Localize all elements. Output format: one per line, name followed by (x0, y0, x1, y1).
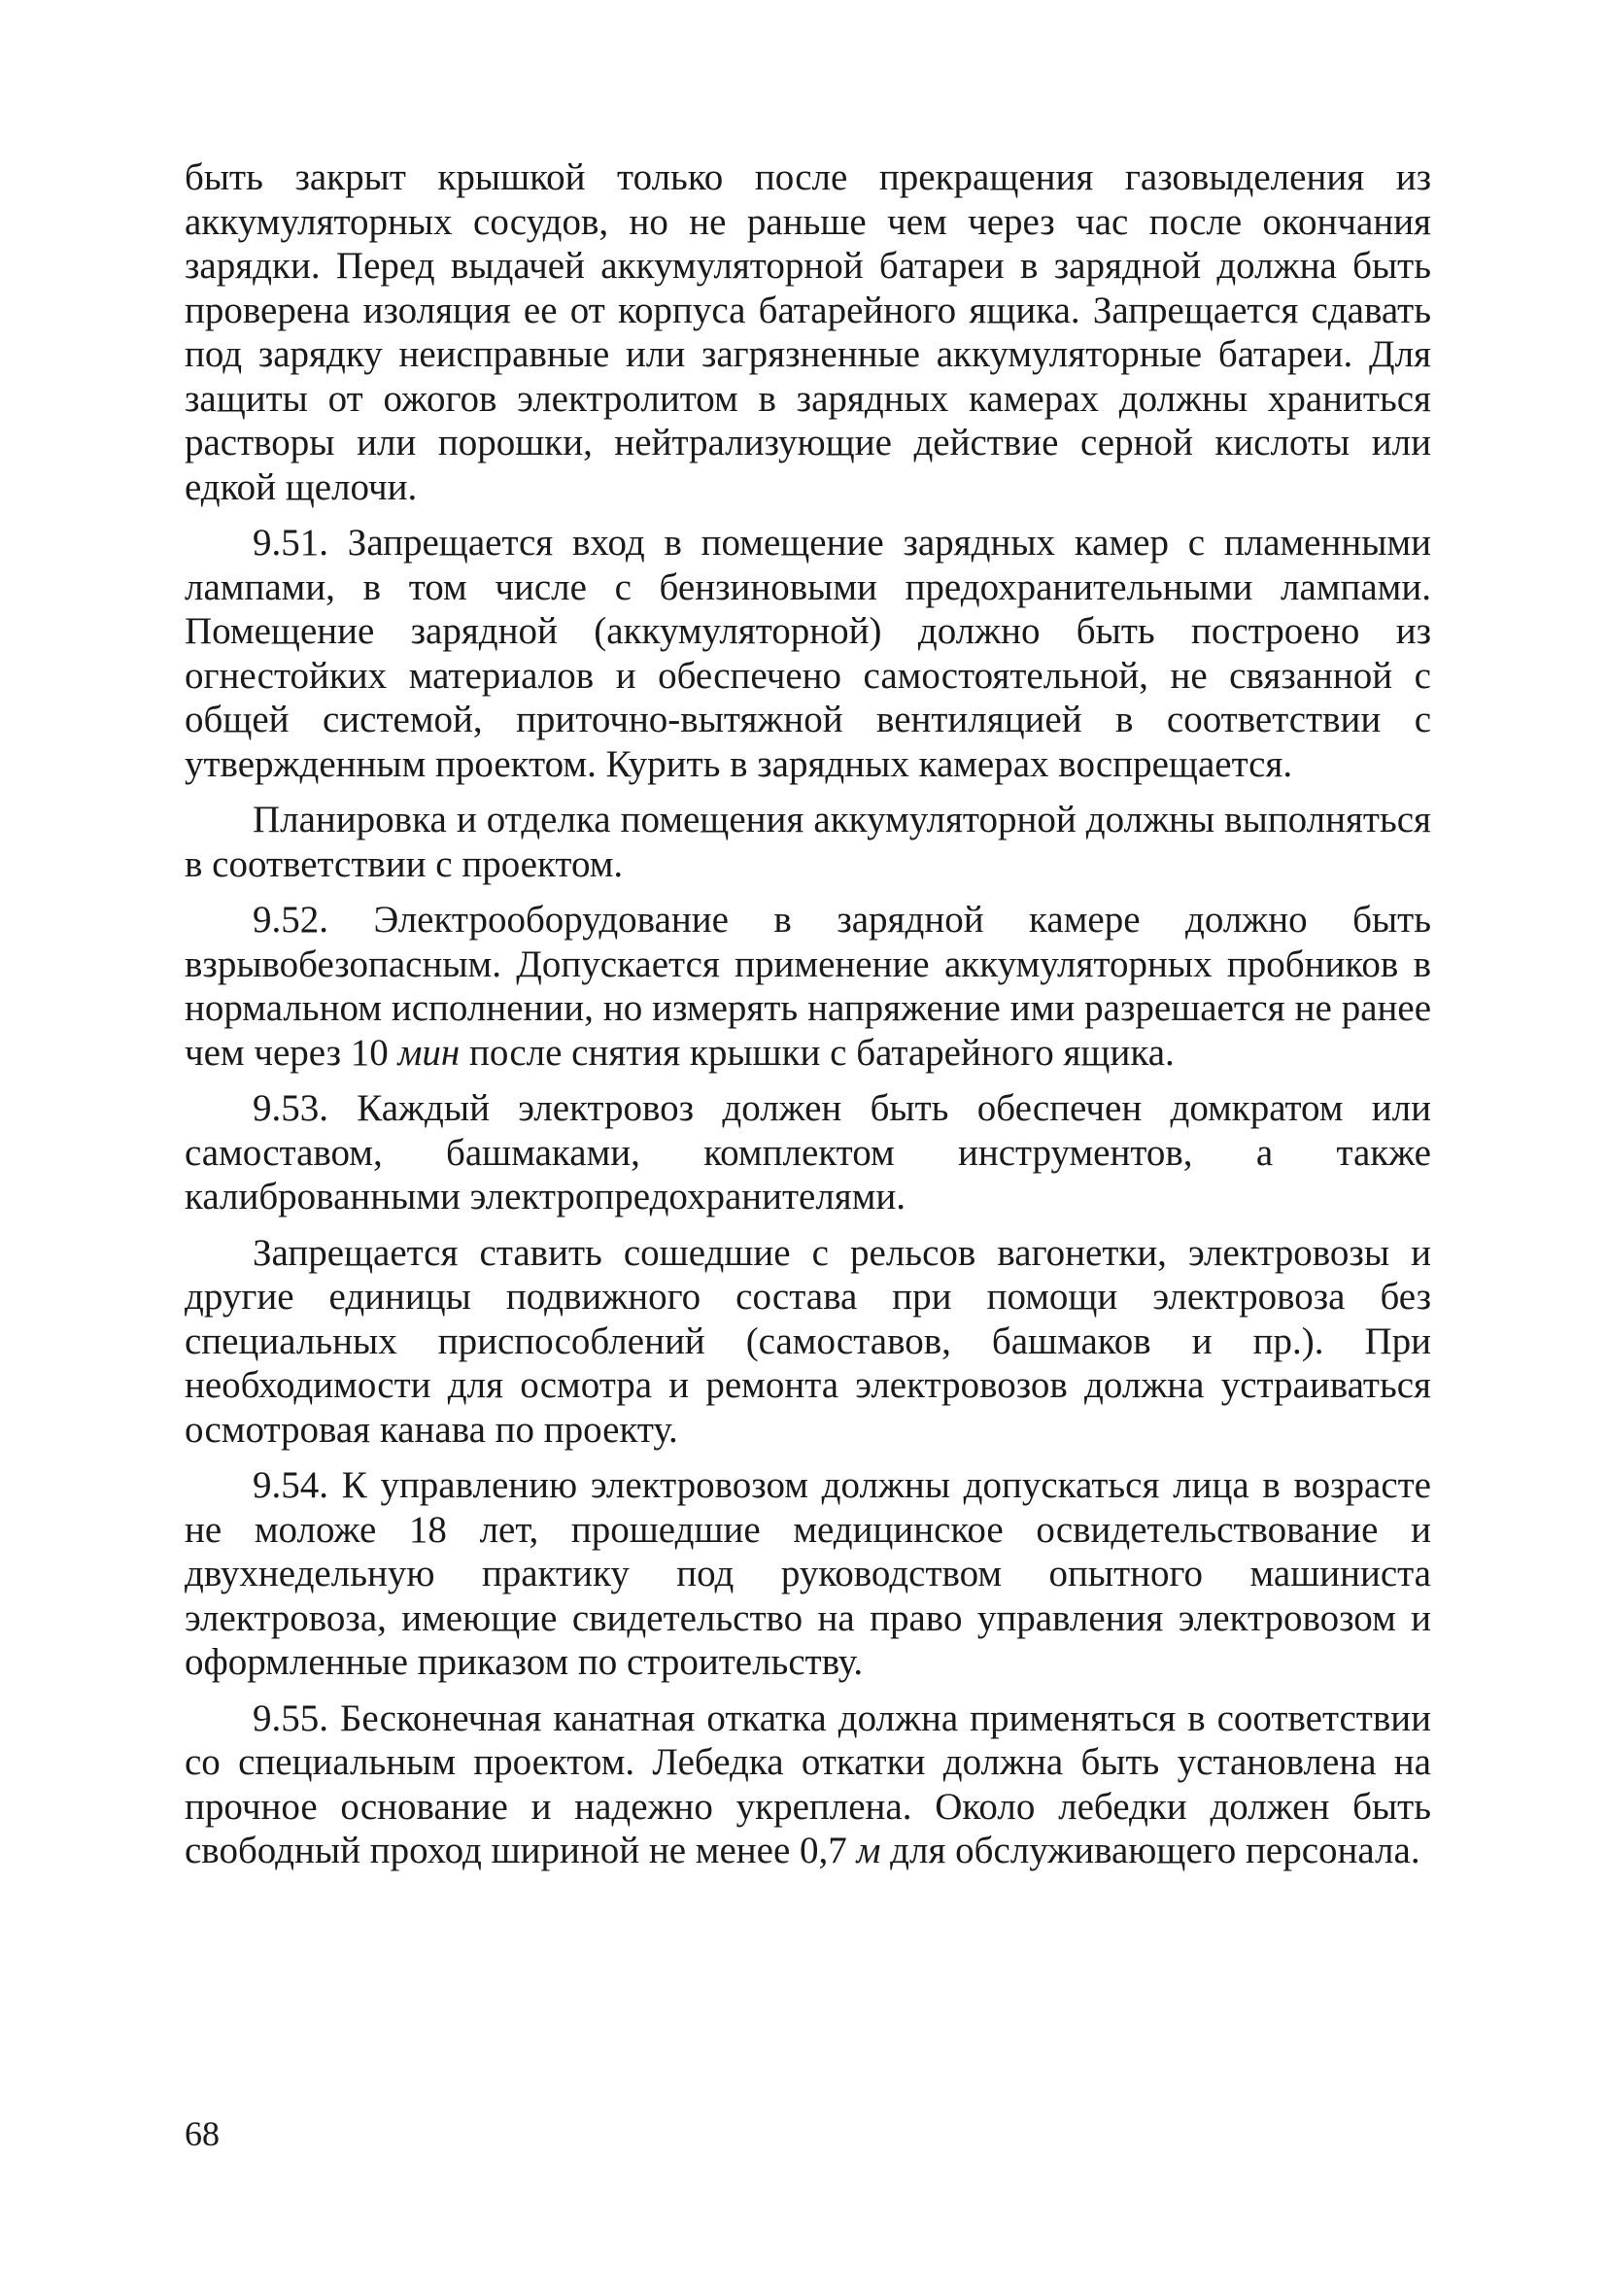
body-text (185, 155, 1431, 1885)
paragraph (185, 1696, 1431, 1873)
paragraph-text: Планировка и отделка помещения аккумуляторной должны выполняться в соответствии с проектом. (185, 799, 1431, 885)
paragraph-text: Запрещается ставить сошедшие с рельсов вагонетки, электровозы и другие единицы подвижного состава при помощи электровоза без специальных приспособлений (самоставов, башмаков и пр.). При необходимости для осмотра и ремонта электровозов должна устраиваться осмотровая канава по проекту. (185, 1231, 1431, 1451)
italic-unit: м (856, 1830, 881, 1871)
italic-unit: мин (397, 1031, 461, 1074)
paragraph-text: 9.54. К управлению электровозом должны допускаться лица в возрасте не моложе 18 лет, прошедшие медицинское освидетельствование и двухнедельную практику под руководством опытного машиниста электровоза, имеющие свидетельство на право управления электровозом и оформленные приказом по строительству. (185, 1464, 1431, 1683)
paragraph (185, 521, 1431, 786)
paragraph (185, 1231, 1431, 1453)
paragraph-text: 9.51. Запрещается вход в помещение зарядных камер с пламенными лампами, в том числе с бензиновыми предохранительными лампами. Помещение зарядной (аккумуляторной) должно быть построено из огнестойких материалов и обеспечено самостоятельной, не связанной с общей системой, приточно-вытяжной вентиляцией в соответствии с утвержденным проектом. Курить в зарядных камерах воспрещается. (185, 522, 1431, 785)
paragraph (185, 898, 1431, 1075)
page-number: 68 (185, 2114, 220, 2153)
paragraph (185, 1463, 1431, 1685)
paragraph-text: для обслуживающего персонала. (880, 1830, 1420, 1871)
paragraph-text: быть закрыт крышкой только после прекращения газовыделения из аккумуляторных сосудов, но не раньше чем через час после окончания зарядки. Перед выдачей аккумуляторной батареи в зарядной должна быть проверена изоляция ее от корпуса батарейного ящика. Запрещается сдавать под зарядку неисправные или загрязненные аккумуляторные батареи. Для защиты от ожогов электролитом в зарядных камерах должны храниться растворы или порошки, нейтрализующие действие серной кислоты или едкой щелочи. (185, 156, 1431, 508)
paragraph (185, 1086, 1431, 1219)
paragraph-text: 9.53. Каждый электровоз должен быть обеспечен домкратом или самоставом, башмаками, комплектом инструментов, а также калиброванными электропредохранителями. (185, 1087, 1431, 1217)
paragraph-text: после снятия крышки с батарейного ящика. (460, 1031, 1175, 1074)
paragraph-text: 9.55. Бесконечная канатная откатка должна применяться в соответствии со специальным проектом. Лебедка откатки должна быть установлена на прочное основание и надежно укреплена. Около лебедки должен быть свободный проход шириной не менее 0,7 (185, 1696, 1431, 1871)
paragraph (185, 155, 1431, 509)
paragraph (185, 798, 1431, 886)
paragraph-text: 9.52. Электрооборудование в зарядной камере должно быть взрывобезопасным. Допускается применение аккумуляторных пробников в нормальном исполнении, но измерять напряжение ими разрешается не ранее чем через 10 (185, 899, 1431, 1074)
